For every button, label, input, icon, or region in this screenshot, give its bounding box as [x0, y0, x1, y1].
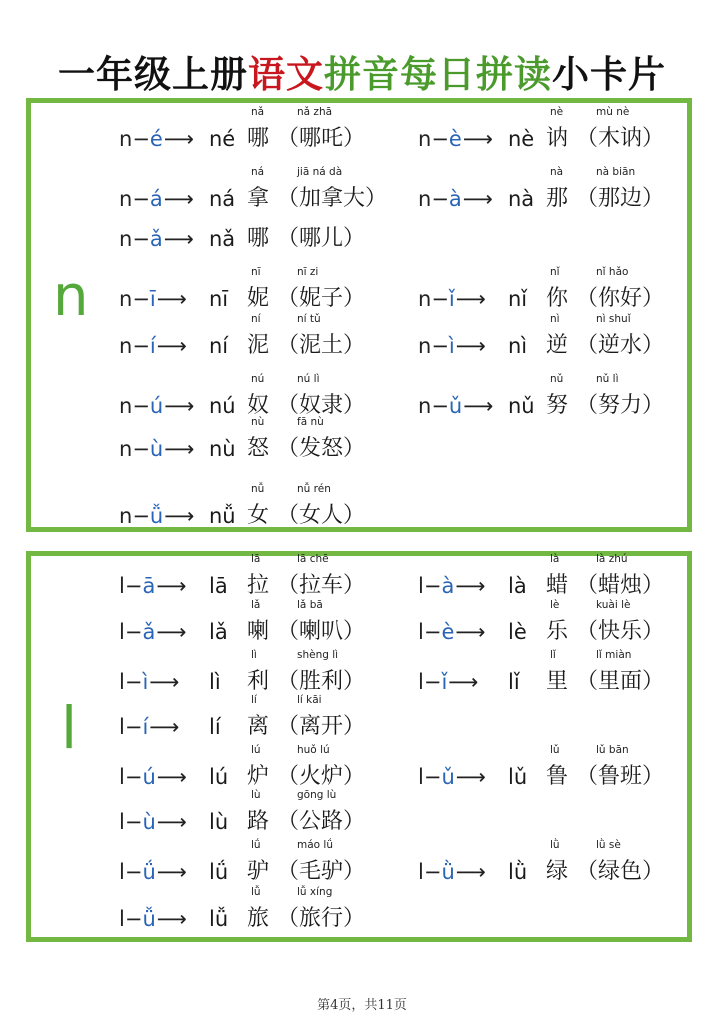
formula-initial: l [418, 620, 424, 644]
arrow-icon: ⟶ [463, 394, 494, 418]
formula-initial: n [119, 394, 133, 418]
pinyin-entry [418, 313, 718, 359]
formula-dash: − [124, 620, 143, 644]
spelling-formula [418, 764, 486, 790]
formula-vowel: è [448, 127, 462, 151]
formula-dash: − [132, 187, 150, 211]
spelling-formula [119, 619, 186, 645]
example-word: （公路） [277, 809, 366, 834]
formula-vowel: ǔ [448, 394, 463, 418]
arrow-icon: ⟶ [164, 437, 195, 461]
formula-dash: − [423, 574, 442, 598]
hanzi-pinyin: lǐ [550, 649, 556, 661]
formula-vowel: ǎ [142, 620, 156, 644]
formula-initial: l [418, 670, 424, 694]
example-word: （奴隶） [277, 393, 366, 418]
word-pinyin: là zhú [596, 553, 628, 565]
word-pinyin: fā nù [297, 416, 324, 428]
hanzi-pinyin: nà [550, 166, 564, 178]
word-pinyin: kuài lè [596, 599, 631, 611]
hanzi-character: 哪 [247, 126, 270, 151]
formula-dash: − [431, 334, 449, 358]
arrow-icon: ⟶ [156, 860, 187, 884]
spelling-formula [119, 573, 186, 599]
formula-initial: l [119, 810, 125, 834]
spelling-formula [119, 333, 187, 359]
spelling-formula [418, 333, 486, 359]
hanzi-character: 逆 [546, 333, 569, 358]
formula-initial: l [119, 907, 125, 931]
word-pinyin: nǎ zhā [297, 106, 333, 118]
formula-initial: n [119, 187, 133, 211]
formula-dash: − [124, 810, 143, 834]
pinyin-entry [418, 839, 718, 885]
arrow-icon: ⟶ [455, 620, 486, 644]
pinyin-entry [119, 886, 419, 932]
hanzi-pinyin: lǜ [550, 839, 560, 851]
formula-dash: − [124, 907, 143, 931]
syllable: lā [209, 574, 228, 598]
syllable: nǐ [508, 287, 528, 311]
formula-dash: − [124, 670, 143, 694]
pinyin-entry [119, 313, 419, 359]
formula-initial: l [119, 860, 125, 884]
hanzi-pinyin: lù [251, 789, 261, 801]
hanzi-pinyin: lú [251, 744, 261, 756]
pinyin-entry [418, 373, 718, 419]
formula-vowel: à [441, 574, 455, 598]
pinyin-entry [119, 694, 419, 740]
formula-initial: n [119, 437, 133, 461]
arrow-icon: ⟶ [156, 765, 187, 789]
hanzi-pinyin: lǎ [251, 599, 261, 611]
example-word: （火炉） [277, 764, 366, 789]
spelling-formula [418, 573, 485, 599]
spelling-formula [119, 906, 187, 932]
formula-vowel: ù [149, 437, 164, 461]
hanzi-character: 哪 [247, 226, 270, 251]
word-pinyin: nà biān [596, 166, 636, 178]
pinyin-entry [418, 599, 718, 645]
syllable: lǔ [508, 765, 528, 789]
word-pinyin: jiā ná dà [297, 166, 343, 178]
hanzi-pinyin: là [550, 553, 560, 565]
example-word: （快乐） [576, 619, 665, 644]
hanzi-pinyin: lǚ [251, 886, 261, 898]
pinyin-entry [418, 649, 718, 695]
spelling-formula [119, 669, 179, 695]
pinyin-entry [418, 166, 718, 212]
hanzi-pinyin: nǐ [550, 266, 560, 278]
hanzi-pinyin: lè [550, 599, 560, 611]
syllable: lè [508, 620, 527, 644]
spelling-formula [119, 436, 194, 462]
formula-dash: − [124, 860, 143, 884]
title-part-subject: 语文 [248, 53, 324, 96]
word-pinyin: máo lǘ [297, 839, 333, 851]
spelling-formula [119, 714, 179, 740]
hanzi-character: 讷 [546, 126, 569, 151]
hanzi-pinyin: lǘ [251, 839, 261, 851]
hanzi-character: 蜡 [546, 573, 569, 598]
formula-dash: − [124, 765, 143, 789]
arrow-icon: ⟶ [455, 765, 486, 789]
example-word: （你好） [576, 286, 665, 311]
hanzi-character: 你 [546, 286, 569, 311]
example-word: （鲁班） [576, 764, 665, 789]
hanzi-pinyin: nǔ [550, 373, 564, 385]
formula-initial: l [418, 574, 424, 598]
formula-vowel: é [149, 127, 163, 151]
arrow-icon: ⟶ [156, 334, 187, 358]
hanzi-pinyin: nǎ [251, 106, 265, 118]
formula-vowel: ù [142, 810, 156, 834]
title-part-grade: 一年级上册 [58, 53, 248, 96]
word-pinyin: gōng lù [297, 789, 337, 801]
word-pinyin: lí kāi [297, 694, 322, 706]
formula-vowel: ǐ [441, 670, 448, 694]
formula-vowel: ǔ [441, 765, 455, 789]
syllable: lǎ [209, 620, 228, 644]
formula-initial: n [418, 187, 432, 211]
hanzi-character: 利 [247, 669, 270, 694]
syllable: nú [209, 394, 236, 418]
formula-initial: l [119, 715, 125, 739]
syllable: lù [209, 810, 229, 834]
spelling-formula [119, 859, 187, 885]
word-pinyin: nǚ rén [297, 483, 331, 495]
syllable: là [508, 574, 527, 598]
example-word: （那边） [576, 186, 665, 211]
formula-initial: l [119, 574, 125, 598]
arrow-icon: ⟶ [156, 574, 187, 598]
word-pinyin: lǐ miàn [596, 649, 632, 661]
arrow-icon: ⟶ [156, 810, 187, 834]
pinyin-entry [418, 744, 718, 790]
formula-vowel: ú [149, 394, 164, 418]
page-title [0, 44, 724, 98]
formula-vowel: ǜ [441, 860, 455, 884]
example-word: （里面） [576, 669, 665, 694]
example-word: （拉车） [277, 573, 366, 598]
pinyin-entry [119, 599, 419, 645]
hanzi-character: 喇 [247, 619, 270, 644]
word-pinyin: lā chē [297, 553, 329, 565]
formula-initial: n [418, 334, 432, 358]
formula-vowel: ú [142, 765, 156, 789]
hanzi-character: 女 [247, 503, 270, 528]
word-pinyin: nǔ lì [596, 373, 619, 385]
hanzi-character: 那 [546, 186, 569, 211]
arrow-icon: ⟶ [156, 620, 187, 644]
example-word: （胜利） [277, 669, 366, 694]
pinyin-entry [119, 744, 419, 790]
pinyin-entry [119, 839, 419, 885]
example-word: （绿色） [576, 859, 665, 884]
formula-dash: − [423, 670, 442, 694]
word-pinyin: lǜ sè [596, 839, 621, 851]
pinyin-entry [119, 106, 419, 152]
formula-vowel: í [142, 715, 149, 739]
hanzi-character: 拿 [247, 186, 270, 211]
hanzi-pinyin: ní [251, 313, 261, 325]
arrow-icon: ⟶ [462, 127, 493, 151]
example-word: （泥土） [277, 333, 366, 358]
hanzi-character: 离 [247, 714, 270, 739]
hanzi-pinyin: lā [251, 553, 261, 565]
formula-vowel: ī [149, 287, 156, 311]
spelling-formula [418, 186, 493, 212]
syllable: nè [508, 127, 535, 151]
formula-dash: − [423, 860, 442, 884]
arrow-icon: ⟶ [455, 334, 486, 358]
example-word: （哪儿） [277, 226, 366, 251]
example-word: （逆水） [576, 333, 665, 358]
word-pinyin: lǔ bān [596, 744, 629, 756]
formula-dash: − [132, 334, 150, 358]
hanzi-pinyin: lì [251, 649, 257, 661]
formula-vowel: ǎ [149, 227, 163, 251]
example-word: （加拿大） [277, 186, 388, 211]
formula-vowel: ì [142, 670, 149, 694]
title-part-topic: 拼音每日拼读 [324, 53, 552, 96]
spelling-formula [119, 764, 187, 790]
syllable: lǘ [209, 860, 229, 884]
formula-vowel: ǐ [448, 287, 455, 311]
hanzi-character: 泥 [247, 333, 270, 358]
syllable: lǐ [508, 670, 520, 694]
formula-dash: − [132, 437, 150, 461]
spelling-formula [418, 619, 485, 645]
pinyin-entry [119, 553, 419, 599]
formula-initial: n [119, 227, 133, 251]
syllable: lì [209, 670, 221, 694]
spelling-formula [418, 859, 486, 885]
formula-dash: − [423, 620, 442, 644]
card-n [26, 98, 692, 532]
word-pinyin: lǚ xíng [297, 886, 333, 898]
word-pinyin: shèng lì [297, 649, 339, 661]
arrow-icon: ⟶ [448, 670, 479, 694]
example-word: （离开） [277, 714, 366, 739]
hanzi-character: 炉 [247, 764, 270, 789]
word-pinyin: lǎ bā [297, 599, 323, 611]
formula-dash: − [132, 287, 150, 311]
formula-initial: n [119, 127, 133, 151]
formula-initial: n [119, 504, 133, 528]
example-word: （喇叭） [277, 619, 366, 644]
hanzi-character: 鲁 [546, 764, 569, 789]
hanzi-character: 拉 [247, 573, 270, 598]
formula-dash: − [132, 127, 150, 151]
spelling-formula [119, 503, 194, 529]
word-pinyin: nī zi [297, 266, 319, 278]
formula-initial: n [119, 287, 133, 311]
arrow-icon: ⟶ [164, 504, 195, 528]
arrow-icon: ⟶ [156, 287, 187, 311]
hanzi-pinyin: nù [251, 416, 265, 428]
word-pinyin: nì shuǐ [596, 313, 631, 325]
hanzi-character: 路 [247, 809, 270, 834]
arrow-icon: ⟶ [163, 187, 194, 211]
hanzi-pinyin: lǔ [550, 744, 560, 756]
example-word: （哪吒） [277, 126, 366, 151]
initial-letter-n: n [53, 264, 89, 329]
syllable: nǔ [508, 394, 535, 418]
pinyin-entry [119, 266, 419, 312]
spelling-formula [418, 126, 493, 152]
formula-vowel: ì [448, 334, 455, 358]
word-pinyin: ní tǔ [297, 313, 321, 325]
syllable: né [209, 127, 236, 151]
hanzi-character: 里 [546, 669, 569, 694]
formula-dash: − [132, 227, 150, 251]
card-l [26, 551, 692, 942]
formula-dash: − [431, 287, 449, 311]
arrow-icon: ⟶ [455, 860, 486, 884]
formula-dash: − [431, 394, 449, 418]
page-footer: 第4页，共11页 [317, 998, 407, 1013]
formula-vowel: è [441, 620, 455, 644]
syllable: nù [209, 437, 236, 461]
formula-dash: − [124, 715, 143, 739]
formula-initial: l [119, 620, 125, 644]
hanzi-character: 妮 [247, 286, 270, 311]
syllable: nì [508, 334, 528, 358]
hanzi-pinyin: nī [251, 266, 261, 278]
hanzi-pinyin: nǚ [251, 483, 265, 495]
hanzi-pinyin: lí [251, 694, 257, 706]
syllable: ná [209, 187, 236, 211]
arrow-icon: ⟶ [149, 670, 180, 694]
formula-dash: − [132, 504, 150, 528]
formula-vowel: ǚ [149, 504, 164, 528]
hanzi-character: 旅 [247, 906, 270, 931]
pinyin-entry [418, 106, 718, 152]
formula-dash: − [124, 574, 143, 598]
arrow-icon: ⟶ [163, 227, 194, 251]
example-word: （木讷） [576, 126, 665, 151]
initial-letter-l: l [61, 694, 78, 762]
formula-initial: l [418, 860, 424, 884]
pinyin-entry [119, 373, 419, 419]
formula-vowel: ǘ [142, 860, 156, 884]
hanzi-character: 努 [546, 393, 569, 418]
pinyin-entry [119, 206, 419, 252]
example-word: （妮子） [277, 286, 366, 311]
formula-vowel: ā [142, 574, 156, 598]
formula-initial: n [418, 394, 432, 418]
spelling-formula [119, 126, 194, 152]
syllable: nà [508, 187, 535, 211]
syllable: lǚ [209, 907, 229, 931]
spelling-formula [119, 286, 187, 312]
syllable: lú [209, 765, 229, 789]
spelling-formula [418, 286, 486, 312]
arrow-icon: ⟶ [156, 907, 187, 931]
arrow-icon: ⟶ [455, 287, 486, 311]
title-part-cards: 小卡片 [552, 53, 666, 96]
example-word: （毛驴） [277, 859, 366, 884]
formula-vowel: ǚ [142, 907, 156, 931]
arrow-icon: ⟶ [163, 127, 194, 151]
syllable: ní [209, 334, 229, 358]
formula-initial: l [418, 765, 424, 789]
hanzi-pinyin: nè [550, 106, 564, 118]
spelling-formula [119, 226, 194, 252]
example-word: （发怒） [277, 436, 366, 461]
formula-initial: n [418, 127, 432, 151]
syllable: nǚ [209, 504, 236, 528]
formula-dash: − [132, 394, 150, 418]
syllable: lǜ [508, 860, 528, 884]
example-word: （努力） [576, 393, 665, 418]
arrow-icon: ⟶ [149, 715, 180, 739]
formula-dash: − [431, 127, 449, 151]
syllable: lí [209, 715, 221, 739]
hanzi-pinyin: ná [251, 166, 265, 178]
example-word: （女人） [277, 503, 366, 528]
hanzi-character: 怒 [247, 436, 270, 461]
hanzi-pinyin: nú [251, 373, 265, 385]
pinyin-entry [119, 416, 419, 462]
spelling-formula [119, 809, 187, 835]
example-word: （旅行） [277, 906, 366, 931]
arrow-icon: ⟶ [462, 187, 493, 211]
pinyin-entry [418, 553, 718, 599]
formula-initial: l [119, 765, 125, 789]
formula-initial: n [418, 287, 432, 311]
hanzi-character: 绿 [546, 859, 569, 884]
formula-initial: l [119, 670, 125, 694]
pinyin-entry [119, 483, 419, 529]
formula-dash: − [431, 187, 449, 211]
pinyin-entry [418, 266, 718, 312]
word-pinyin: nú lì [297, 373, 320, 385]
word-pinyin: mù nè [596, 106, 630, 118]
formula-vowel: í [149, 334, 156, 358]
hanzi-character: 乐 [546, 619, 569, 644]
formula-initial: n [119, 334, 133, 358]
word-pinyin: nǐ hǎo [596, 266, 629, 278]
pinyin-entry [119, 649, 419, 695]
formula-dash: − [423, 765, 442, 789]
spelling-formula [418, 393, 493, 419]
spelling-formula [418, 669, 478, 695]
hanzi-character: 驴 [247, 859, 270, 884]
syllable: nǎ [209, 227, 236, 251]
formula-vowel: á [149, 187, 163, 211]
hanzi-pinyin: nì [550, 313, 560, 325]
arrow-icon: ⟶ [164, 394, 195, 418]
arrow-icon: ⟶ [455, 574, 486, 598]
example-word: （蜡烛） [576, 573, 665, 598]
syllable: nī [209, 287, 229, 311]
hanzi-character: 奴 [247, 393, 270, 418]
formula-vowel: à [448, 187, 462, 211]
pinyin-entry [119, 789, 419, 835]
word-pinyin: huǒ lú [297, 744, 330, 756]
